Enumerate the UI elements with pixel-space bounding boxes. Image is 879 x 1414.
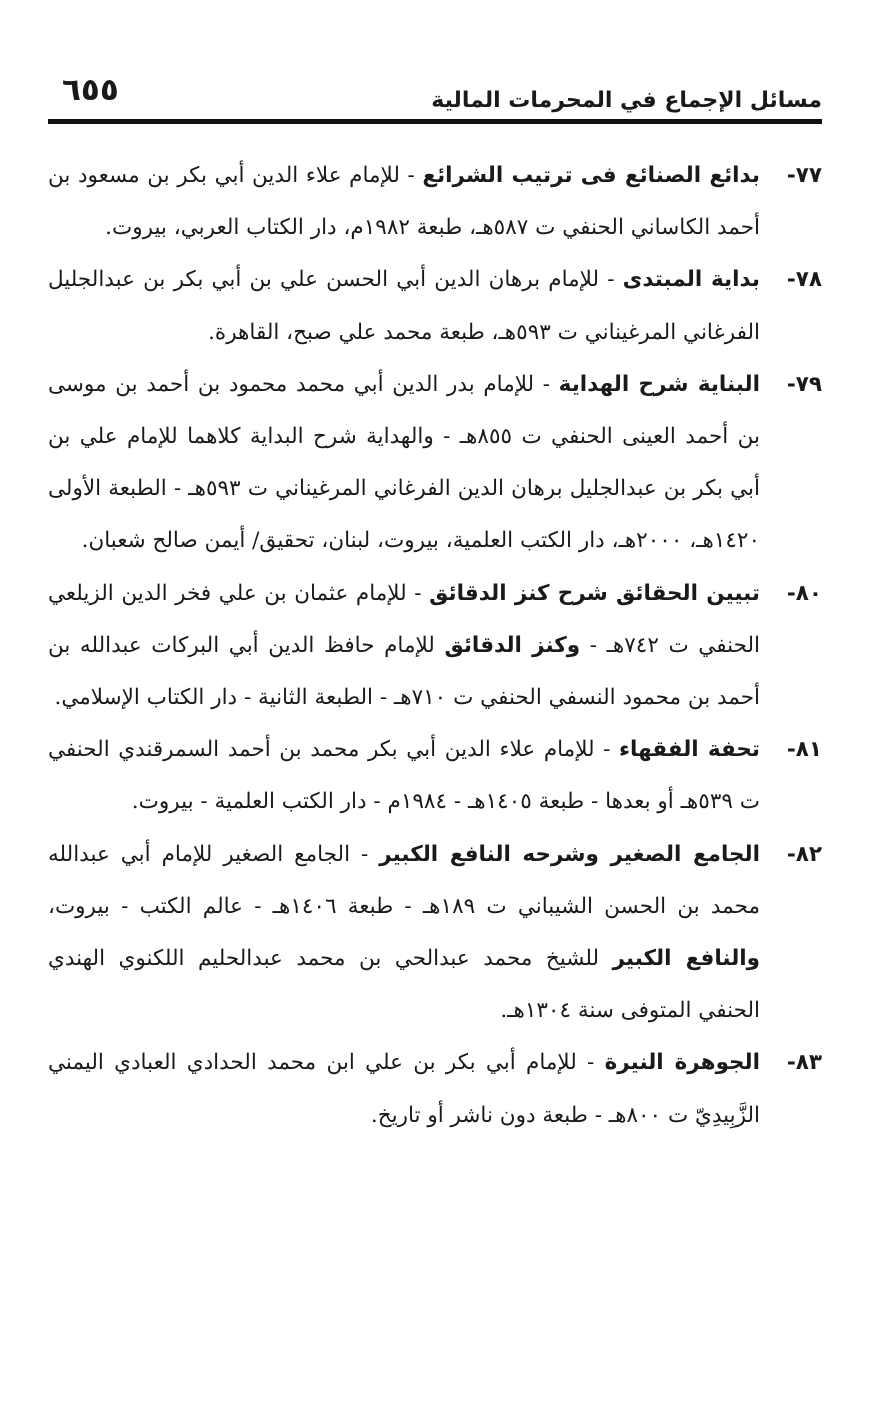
entry-number: ٨٢-: [786, 841, 822, 867]
entry-text: - للإمام عثمان بن علي فخر الدين الزيلعي الحنفي ت ٧٤٢هـ -: [48, 580, 760, 658]
bibliography-entry-83: [48, 1037, 822, 1141]
entry-number: ٨١-: [786, 737, 822, 763]
page-header: [48, 70, 822, 122]
book-title: البناية شرح الهداية: [558, 371, 760, 397]
entry-text: - للإمام بدر الدين أبي محمد محمود بن أحمد بن موسى بن أحمد العينى الحنفي ت ٨٥٥هـ - والهداية شرح البداية كلاهما للإمام علي بن أبي بكر بن عبدالجليل برهان الدين الفرغاني المرغيناني ت ٥٩٣هـ - الطبعة الأولى ١٤٢٠هـ، ٢٠٠٠هـ، دار الكتب العلمية، بيروت، لبنان، تحقيق/ أيمن صالح شعبان.: [48, 371, 760, 554]
book-title-secondary: وكنز الدقائق: [444, 632, 581, 658]
book-title: بدائع الصنائع فى ترتيب الشرائع: [422, 163, 760, 188]
entry-number: ٧٩-: [786, 371, 822, 397]
entry-text: - للإمام علاء الدين أبي بكر بن مسعود بن أحمد الكاساني الحنفي ت ٥٨٧هـ، طبعة ١٩٨٢م، دار الكتاب العربي، بيروت.: [48, 163, 760, 241]
entry-text: - الجامع الصغير للإمام أبي عبدالله محمد بن الحسن الشيباني ت ١٨٩هـ - طبعة ١٤٠٦هـ - عالم الكتب - بيروت،: [48, 841, 760, 919]
entry-text-secondary: للإمام حافظ الدين أبي البركات عبدالله بن أحمد بن محمود النسفي الحنفي ت ٧١٠هـ - الطبعة الثانية - دار الكتاب الإسلامي.: [48, 632, 760, 711]
entry-number: ٧٧-: [786, 163, 822, 188]
book-title: تحفة الفقهاء: [619, 737, 760, 763]
bibliography-entry-79: [48, 359, 822, 568]
header-rule: [48, 119, 822, 124]
book-title: الجوهرة النيرة: [604, 1050, 760, 1076]
running-title: مسائل الإجماع في المحرمات المالية: [431, 88, 822, 113]
entry-text: - للإمام علاء الدين أبي بكر محمد بن أحمد السمرقندي الحنفي ت ٥٣٩هـ أو بعدها - طبعة ١٤٠٥هـ - ١٩٨٤م - دار الكتب العلمية - بيروت.: [48, 737, 760, 815]
page-number: ٦٥٥: [62, 72, 119, 108]
book-title: بداية المبتدى: [622, 267, 760, 293]
entry-number: ٨٣-: [786, 1050, 822, 1076]
entry-number: ٧٨-: [786, 267, 822, 293]
bibliography-entry-77: [48, 150, 822, 254]
bibliography-entry-82: [48, 829, 822, 1038]
entry-number: ٨٠-: [786, 580, 822, 606]
bibliography-entry-80: [48, 568, 822, 725]
book-title-secondary: والنافع الكبير: [612, 946, 761, 972]
bibliography-list: [48, 150, 822, 1142]
entry-text: - للإمام أبي بكر بن علي ابن محمد الحدادي العبادي اليمني الزَّبِيدِيّ ت ٨٠٠هـ - طبعة دون ناشر أو تاريخ.: [48, 1050, 760, 1128]
bibliography-entry-78: [48, 254, 822, 358]
book-title: تبيين الحقائق شرح كنز الدقائق: [429, 580, 760, 606]
entry-text: - للإمام برهان الدين أبي الحسن علي بن أبي بكر بن عبدالجليل الفرغاني المرغيناني ت ٥٩٣هـ، طبعة محمد علي صبح، القاهرة.: [48, 267, 760, 345]
entry-text-secondary: للشيخ محمد عبدالحي بن محمد عبدالحليم اللكنوي الهندي الحنفي المتوفى سنة ١٣٠٤هـ.: [48, 946, 760, 1024]
bibliography-entry-81: [48, 724, 822, 828]
book-title: الجامع الصغير وشرحه النافع الكبير: [379, 841, 760, 867]
